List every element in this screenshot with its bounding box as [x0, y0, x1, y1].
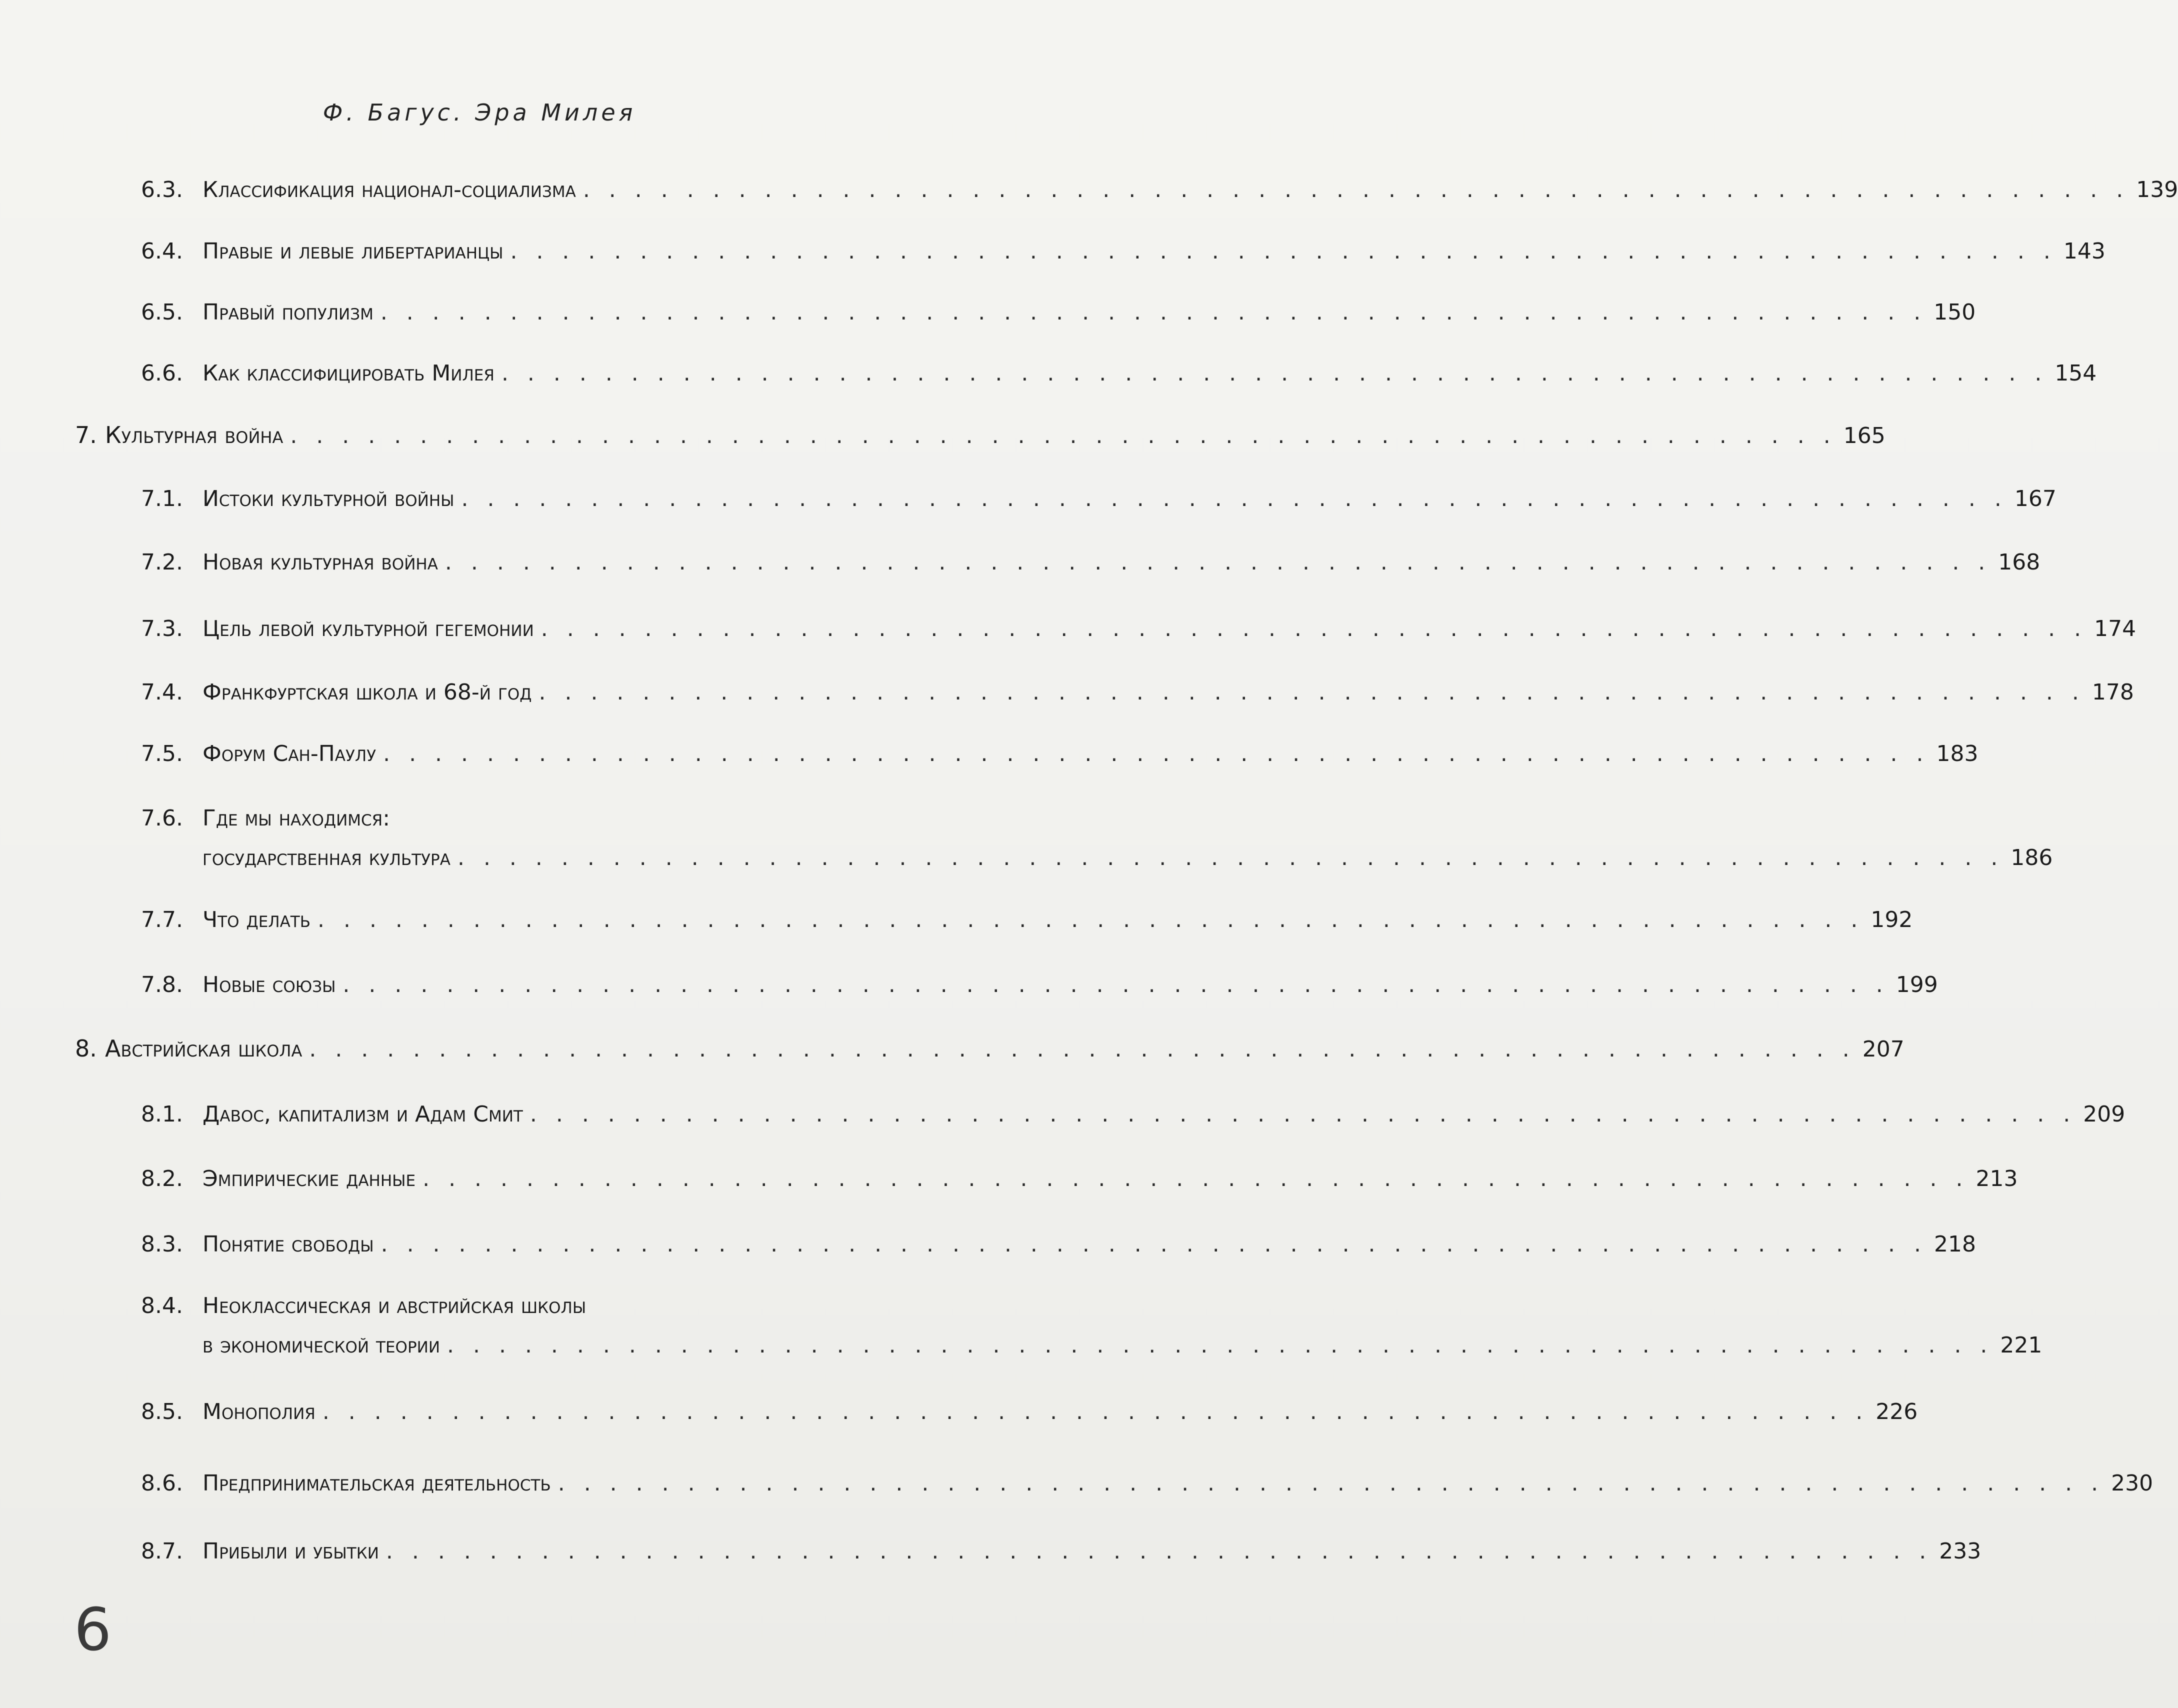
toc-entry-title: в экономической теории — [202, 1332, 440, 1358]
toc-entry-number: 7.6. — [141, 806, 183, 831]
dot-leader: . . . . . . . . . . . . . . . . . . . . . . . . . . . . . . . . . . . . . . . . . . . . . . . . . . . . . . . . . . . . — [558, 1470, 2104, 1496]
toc-entry-page: 199 — [1896, 972, 1938, 998]
toc-entry-number: 8.5. — [141, 1399, 183, 1424]
toc-entry-page: 218 — [1934, 1232, 1976, 1257]
toc-entry-page: 167 — [2014, 486, 2056, 512]
toc-entry-title: Эмпирические данные — [202, 1166, 416, 1192]
toc-entry-title-line1: Неоклассическая и австрийская школы — [202, 1293, 586, 1318]
toc-entry-number: 8.3. — [141, 1232, 183, 1257]
toc-entry-page: 139 — [2136, 177, 2178, 202]
toc-entry-number: 7.3. — [141, 616, 183, 642]
toc-entry-number: 6.4. — [141, 238, 183, 264]
dot-leader: . . . . . . . . . . . . . . . . . . . . . . . . . . . . . . . . . . . . . . . . . . . . . . . . . . . . . . . . . . . . — [322, 1399, 1869, 1424]
dot-leader: . . . . . . . . . . . . . . . . . . . . . . . . . . . . . . . . . . . . . . . . . . . . . . . . . . . . . . . . . . . . — [582, 177, 2130, 202]
toc-entry-title: государственная культура — [202, 845, 450, 870]
dot-leader: . . . . . . . . . . . . . . . . . . . . . . . . . . . . . . . . . . . . . . . . . . . . . . . . . . . . . . . . . . . . — [309, 1036, 1856, 1062]
toc-entry-title: Понятие свободы — [202, 1232, 374, 1257]
toc-entry-number: 7.5. — [141, 741, 183, 766]
toc-entry-title: Прибыли и убытки — [202, 1538, 379, 1564]
toc-entry-number: 7.7. — [141, 907, 183, 932]
dot-leader: . . . . . . . . . . . . . . . . . . . . . . . . . . . . . . . . . . . . . . . . . . . . . . . . . . . . . . . . . . . . — [501, 360, 2048, 386]
toc-entry-title: Давос, капитализм и Адам Смит — [202, 1102, 523, 1127]
toc-entry-number: 8.7. — [141, 1538, 183, 1564]
toc-entry-title: Цель левой культурной гегемонии — [202, 616, 534, 642]
toc-entry-title: Что делать — [202, 907, 311, 932]
toc-entry-page: 213 — [1976, 1166, 2018, 1192]
toc-entry-page: 207 — [1862, 1036, 1904, 1062]
dot-leader: . . . . . . . . . . . . . . . . . . . . . . . . . . . . . . . . . . . . . . . . . . . . . . . . . . . . . . . . . . . . — [530, 1102, 2076, 1127]
toc-entry-page: 230 — [2111, 1470, 2154, 1496]
page-number: 6 — [74, 1595, 112, 1664]
toc-entry-page: 221 — [2000, 1332, 2042, 1358]
toc-entry-title: Форум Сан-Паулу — [202, 741, 376, 766]
toc-entry-title: Монополия — [202, 1399, 316, 1424]
toc-entry-number: 8.6. — [141, 1470, 183, 1496]
dot-leader: . . . . . . . . . . . . . . . . . . . . . . . . . . . . . . . . . . . . . . . . . . . . . . . . . . . . . . . . . . . . — [290, 423, 1836, 448]
toc-entry-number: 7.1. — [141, 486, 183, 512]
dot-leader: . . . . . . . . . . . . . . . . . . . . . . . . . . . . . . . . . . . . . . . . . . . . . . . . . . . . . . . . . . . . — [510, 238, 2056, 264]
toc-entry-page: 154 — [2054, 360, 2097, 386]
dot-leader: . . . . . . . . . . . . . . . . . . . . . . . . . . . . . . . . . . . . . . . . . . . . . . . . . . . . . . . . . . . . — [318, 907, 1864, 932]
dot-leader: . . . . . . . . . . . . . . . . . . . . . . . . . . . . . . . . . . . . . . . . . . . . . . . . . . . . . . . . . . . . — [380, 300, 1927, 325]
toc-entry-page: 143 — [2063, 238, 2106, 264]
toc-entry-page: 165 — [1843, 423, 1886, 448]
toc-entry-title: Франкфуртская школа и 68-й год — [202, 680, 532, 705]
dot-leader: . . . . . . . . . . . . . . . . . . . . . . . . . . . . . . . . . . . . . . . . . . . . . . . . . . . . . . . . . . . . — [386, 1538, 1932, 1564]
dot-leader: . . . . . . . . . . . . . . . . . . . . . . . . . . . . . . . . . . . . . . . . . . . . . . . . . . . . . . . . . . . . — [461, 486, 2008, 512]
dot-leader: . . . . . . . . . . . . . . . . . . . . . . . . . . . . . . . . . . . . . . . . . . . . . . . . . . . . . . . . . . . . — [447, 1332, 1994, 1358]
toc-entry-title: Австрийская школа — [105, 1035, 302, 1062]
toc-entry-title-line1: Где мы находимся: — [202, 806, 390, 831]
toc-entry-page: 226 — [1876, 1399, 1918, 1424]
toc-entry-title: Правые и левые либертарианцы — [202, 238, 504, 264]
running-head: Ф. Багус. Эра Милея — [322, 99, 636, 126]
toc-entry-title: Предпринимательская деятельность — [202, 1470, 551, 1496]
toc-entry-number: 6.5. — [141, 300, 183, 325]
dot-leader: . . . . . . . . . . . . . . . . . . . . . . . . . . . . . . . . . . . . . . . . . . . . . . . . . . . . . . . . . . . . — [422, 1166, 1969, 1192]
toc-entry-number: 8.2. — [141, 1166, 183, 1192]
toc-entry-page: 174 — [2094, 616, 2136, 642]
toc-entry-page: 209 — [2083, 1102, 2126, 1127]
toc-entry-page: 168 — [1998, 550, 2040, 575]
toc-entry-number: 8. — [75, 1035, 97, 1062]
dot-leader: . . . . . . . . . . . . . . . . . . . . . . . . . . . . . . . . . . . . . . . . . . . . . . . . . . . . . . . . . . . . — [444, 550, 1992, 575]
toc-entry-title: Как классифицировать Милея — [202, 360, 494, 386]
dot-leader: . . . . . . . . . . . . . . . . . . . . . . . . . . . . . . . . . . . . . . . . . . . . . . . . . . . . . . . . . . . . — [538, 680, 2085, 705]
toc-entry-page: 178 — [2092, 680, 2134, 705]
dot-leader: . . . . . . . . . . . . . . . . . . . . . . . . . . . . . . . . . . . . . . . . . . . . . . . . . . . . . . . . . . . . — [540, 616, 2088, 642]
dot-leader: . . . . . . . . . . . . . . . . . . . . . . . . . . . . . . . . . . . . . . . . . . . . . . . . . . . . . . . . . . . . — [342, 972, 1889, 998]
toc-entry-page: 186 — [2010, 845, 2053, 870]
toc-entry-page: 150 — [1934, 300, 1976, 325]
dot-leader: . . . . . . . . . . . . . . . . . . . . . . . . . . . . . . . . . . . . . . . . . . . . . . . . . . . . . . . . . . . . — [457, 845, 2004, 870]
toc-entry-number: 7.4. — [141, 680, 183, 705]
toc-entry-number: 8.4. — [141, 1293, 183, 1318]
toc-entry-page: 183 — [1936, 741, 1978, 766]
toc-entry-title: Новые союзы — [202, 972, 336, 998]
toc-entry-title: Истоки культурной войны — [202, 486, 454, 512]
toc-entry-number: 6.6. — [141, 360, 183, 386]
toc-entry-title: Правый популизм — [202, 300, 374, 325]
toc-entry-page: 192 — [1870, 907, 1913, 932]
toc-entry-title: Культурная война — [105, 422, 284, 448]
dot-leader: . . . . . . . . . . . . . . . . . . . . . . . . . . . . . . . . . . . . . . . . . . . . . . . . . . . . . . . . . . . . — [383, 741, 1930, 766]
toc-entry-title: Новая культурная война — [202, 550, 438, 575]
toc-entry-title: Классификация национал-социализма — [202, 177, 576, 202]
dot-leader: . . . . . . . . . . . . . . . . . . . . . . . . . . . . . . . . . . . . . . . . . . . . . . . . . . . . . . . . . . . . — [380, 1232, 1927, 1257]
toc-entry-number: 8.1. — [141, 1102, 183, 1127]
toc-entry-number: 7. — [75, 422, 97, 448]
toc-entry-number: 7.8. — [141, 972, 183, 998]
toc-entry-page: 233 — [1939, 1538, 1982, 1564]
toc-entry-number: 7.2. — [141, 550, 183, 575]
toc-entry-number: 6.3. — [141, 177, 183, 202]
